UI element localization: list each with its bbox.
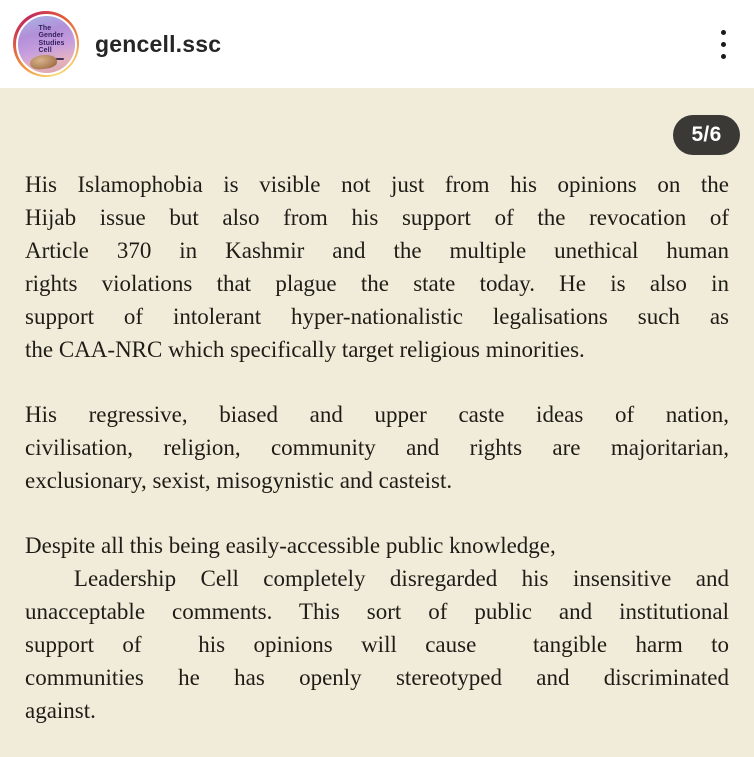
post-text-line: rights violations that plague the state today. He is also in [25, 271, 729, 296]
post-text-line: support of his opinions will cause tangible harm to [25, 632, 729, 657]
post-text-line: communities he has openly stereotyped and discriminated [25, 665, 729, 690]
avatar-text-line: Studies [38, 39, 65, 47]
avatar-text [39, 25, 65, 55]
post-text-line: the CAA-NRC which specifically target religious minorities. [25, 337, 585, 362]
kebab-menu-icon [721, 42, 726, 47]
post-paragraph [25, 168, 729, 366]
post-text-line: His regressive, biased and upper caste ideas of nation, [25, 402, 729, 427]
post-text-line: Hijab issue but also from his support of the revocation of [25, 205, 729, 230]
more-options-button[interactable] [709, 20, 738, 69]
post-text [25, 168, 729, 727]
post-text-line: civilisation, religion, community and rights are majoritarian, [25, 435, 729, 460]
post-text-line: Leadership Cell completely disregarded his insensitive and [25, 566, 729, 591]
avatar-text-line: The [38, 24, 52, 32]
avatar-text-line: Cell [38, 47, 52, 55]
post-text-line: unacceptable comments. This sort of public and institutional [25, 599, 729, 624]
kebab-menu-icon [721, 30, 726, 35]
profile-avatar[interactable] [13, 11, 79, 77]
post-header [0, 0, 754, 88]
avatar-text-line: Gender [38, 32, 64, 40]
post-paragraph [25, 398, 729, 497]
post-text-line: support of intolerant hyper-nationalistic legalisations such as [25, 304, 729, 329]
post-text-line: against. [25, 698, 96, 723]
avatar-image [16, 14, 77, 75]
post-text-line: Article 370 in Kashmir and the multiple unethical human [25, 238, 729, 263]
username[interactable]: gencell.ssc [95, 30, 222, 57]
post-text-line: exclusionary, sexist, misogynistic and casteist. [25, 468, 453, 493]
post-paragraph [25, 529, 729, 727]
avatar-photo-detail [29, 53, 58, 71]
post-text-line: Despite all this being easily-accessible public knowledge, [25, 533, 556, 558]
page-indicator-badge: 5/6 [673, 115, 740, 155]
post-image[interactable] [0, 88, 754, 757]
kebab-menu-icon [721, 54, 726, 59]
post-text-line: His Islamophobia is visible not just from his opinions on the [25, 172, 729, 197]
